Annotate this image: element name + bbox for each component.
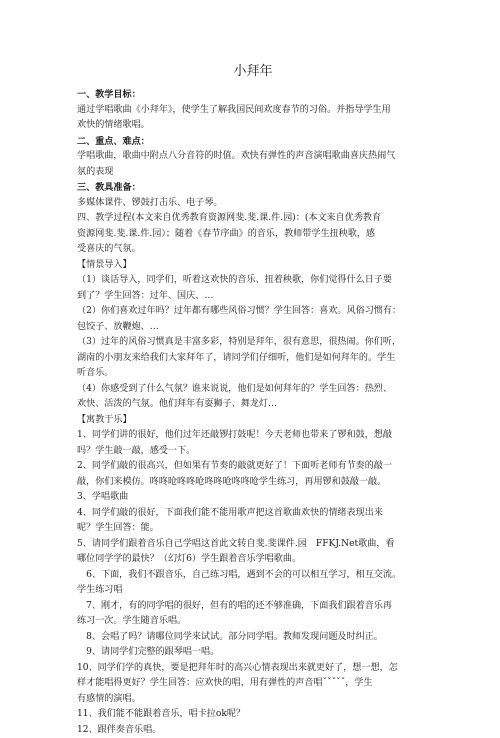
- text-line: 到了？学生回答：过年、国庆、…: [77, 289, 429, 305]
- text-line: 1、同学们讲的很好，他们过年还敲锣打鼓呢！今天老师也带来了锣和鼓，想敲: [77, 428, 429, 444]
- text-line: 有感情的演唱。: [77, 692, 429, 708]
- document-body: [77, 87, 429, 738]
- text-line: 欢快的情绪歌唱。: [77, 118, 429, 134]
- text-line: 【情景导入】: [77, 258, 429, 274]
- text-line: 练习一次。学生随音乐唱。: [77, 614, 429, 630]
- text-line: 9、请同学们完整的跟琴唱一唱。: [77, 645, 429, 661]
- section-heading: 三、教具准备：: [77, 180, 429, 196]
- text-line: 湖南的小朋友来给我们大家拜年了，请同学们仔细听，他们是如何拜年的。学生: [77, 351, 429, 367]
- text-line: （3）过年的风俗习惯真是丰富多彩，特别是拜年，很有意思，很热闹。你们听，: [77, 335, 429, 351]
- text-line: （2）你们喜欢过年吗？过年都有哪些风俗习惯？学生回答：喜欢。风俗习惯有：: [77, 304, 429, 320]
- section-heading: 一、教学目标：: [77, 87, 429, 103]
- text-line: 12、跟伴奏音乐唱。: [77, 723, 429, 738]
- page-title: 小拜年: [77, 62, 429, 82]
- text-line: 资源网斐.斐.课.件.园）；随着《春节序曲》的音乐，教师带学生扭秧歌，感: [77, 227, 429, 243]
- text-line: 2、同学们敲的很高兴，但如果有节奏的敲就更好了！下面听老师有节奏的敲一: [77, 459, 429, 475]
- text-line: 听音乐。: [77, 366, 429, 382]
- text-line: （1）谈话导入，同学们，听着这欢快的音乐、扭着秧歌，你们觉得什么日子要: [77, 273, 429, 289]
- text-line: 学唱歌曲，歌曲中附点八分音符的时值。欢快有弹性的声音演唱歌曲喜庆热闹气: [77, 149, 429, 165]
- document-page: [77, 62, 429, 738]
- text-line: 8、会唱了吗？请哪位同学来试试。部分同学唱。教师发现问题及时纠正。: [77, 630, 429, 646]
- text-line: 欢快、活泼的气氛。他们拜年有耍狮子、舞龙灯…: [77, 397, 429, 413]
- section-heading: 二、重点、难点：: [77, 134, 429, 150]
- text-line: 【寓教于乐】: [77, 413, 429, 429]
- text-line: 吗？学生敲一敲，感受一下。: [77, 444, 429, 460]
- text-line: 敲，你们来模仿。咚咚呛咚咚呛咚咚呛咚咚呛学生练习，再用锣和鼓敲一敲。: [77, 475, 429, 491]
- text-line: 多媒体课件、锣鼓打击乐、电子琴。: [77, 196, 429, 212]
- text-line: 5、请同学们跟着音乐自己学唱这首此文转自斐.斐课件.园 FFKJ.Net歌曲，看: [77, 537, 429, 553]
- text-line: 4、同学们敲的很好，下面我们能不能用歌声把这首歌曲欢快的情绪表现出来: [77, 506, 429, 522]
- text-line: 学生练习唱: [77, 583, 429, 599]
- text-line: 哪位同学学的最快？（幻灯6）学生跟着音乐学唱歌曲。: [77, 552, 429, 568]
- text-line: （4）你感受到了什么气氛？谁来说说，他们是如何拜年的？学生回答：热烈、: [77, 382, 429, 398]
- text-line: 样才能唱得更好？学生回答：应欢快的唱，用有弹性的声音唱ˇˇˇˇˇ，学生: [77, 676, 429, 692]
- text-line: 11、我们能不能跟着音乐，唱卡拉ok呢？: [77, 707, 429, 723]
- text-line: 7、刚才，有的同学唱的很好，但有的唱的还不够准确，下面我们跟着音乐再: [77, 599, 429, 615]
- text-line: 四、教学过程(本文来自优秀教育资源网斐.斐.课.件.园)：(本文来自优秀教育: [77, 211, 429, 227]
- text-line: 呢？学生回答：能。: [77, 521, 429, 537]
- text-line: 氛的表现: [77, 165, 429, 181]
- text-line: 通过学唱歌曲《小拜年》，使学生了解我国民间欢度春节的习俗。并指导学生用: [77, 103, 429, 119]
- text-line: 受喜庆的气氛。: [77, 242, 429, 258]
- text-line: 3、学唱歌曲: [77, 490, 429, 506]
- text-line: 6、下面，我们不跟音乐，自己练习唱，遇到不会的可以相互学习，相互交流。: [77, 568, 429, 584]
- text-line: 包饺子、放鞭炮、…: [77, 320, 429, 336]
- text-line: 10、同学们学的真快，要是把拜年时的高兴心情表现出来就更好了，想一想，怎: [77, 661, 429, 677]
